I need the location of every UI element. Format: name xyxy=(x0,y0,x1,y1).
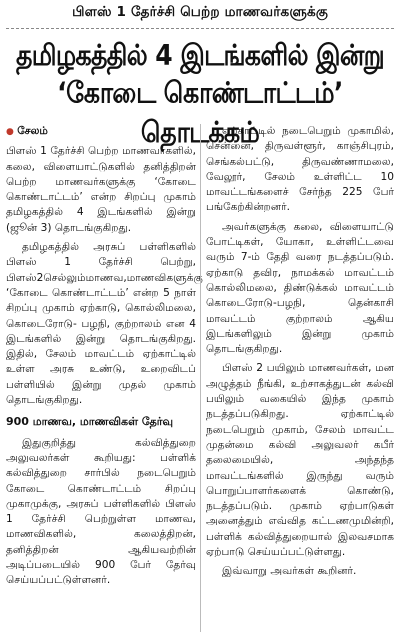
column-divider xyxy=(200,124,201,632)
dateline: சேலம் xyxy=(17,125,48,137)
paragraph-4: ஏற்காட்டில் நடைபெறும் முகாமில், சென்னை, திருவள்ளூர், காஞ்சிபுரம், செங்கல்பட்டு, திருவண்ணாமலை, வேலூர், சேலம் உள்ளிட்ட 10 மாவட்டங்களைச் சேர்ந்த 225 பேர் பங்கேற்கின்றனர். xyxy=(206,125,394,214)
kicker-rule xyxy=(6,28,394,29)
bullet-icon: ● xyxy=(6,127,14,137)
paragraph-3: இதுகுறித்து கல்வித்துறை அலுவலர்கள் கூறியது: பள்ளிக் கல்வித்துறை சார்பில் நடைபெறும் கோடை கொண்டாட்டம் சிறப்பு முகாமுக்கு, அரசுப் பள்ளிகளில் பிளஸ் 1 தேர்ச்சி பெற்றுள்ள மாணவ, மாணவிகளில், கலைத்திறன், தனித்திறன் ஆகியவற்றின் அடிப்படையில் 900 பேர் தேர்வு செய்யப்பட்டுள்ளனர். xyxy=(6,436,196,587)
paragraph-2: தமிழகத்தில் அரசுப் பள்ளிகளில் பிளஸ் 1 தேர்ச்சி பெற்று, பிளஸ்2செல்லும்மாணவ,மாணவிகளுக்கு ‘கோடை கொண்டாட்டம்’ என்ற 5 நாள் சிறப்பு முகாம் ஏற்காடு, கொல்லிமலை, கொடைரோடு- பழநி, குற்றாலம் என 4 இடங்களில் இன்று தொடங்குகிறது. இதில், சேலம் மாவட்டம் ஏற்காட்டில் உள்ள அரசு உண்டு, உறைவிடப் பள்ளியில் இன்று முதல் முகாம் தொடங்குகிறது. xyxy=(6,241,203,407)
paragraph-6: பிளஸ் 2 பயிலும் மாணவர்கள், மன அழுத்தம் நீங்கி, உற்சாகத்துடன் கல்வி பயிலும் வகையில் இந்த முகாம் நடத்தப்படுகிறது. ஏற்காட்டில் நடைபெறும் முகாம், சேலம் மாவட்ட முதன்மை கல்வி அலுவலர் கபீர் தலைமையில், அந்தந்த மாவட்டங்களில் இருந்து வரும் பொறுப்பாளர்களைக் கொண்டு, நடத்தப்படும். முகாம் ஏற்பாடுகள் அனைத்தும் எவ்வித கட்டணமுமின்றி, பள்ளிக் கல்வித்துறையால் இலவசமாக ஏற்பாடு செய்யப்பட்டுள்ளது. xyxy=(206,362,394,559)
kicker: பிளஸ் 1 தேர்ச்சி பெற்ற மாணவர்களுக்கு xyxy=(72,4,328,20)
left-column xyxy=(6,124,203,634)
dateline-row xyxy=(6,124,196,140)
headline-line-2: ‘கோடை கொண்டாட்டம்’ தொடக்கம் xyxy=(57,76,343,149)
subheading: 900 மாணவ, மாணவிகள் தேர்வு xyxy=(6,415,174,429)
paragraph-7: இவ்வாறு அவர்கள் கூறினர். xyxy=(222,565,357,578)
paragraph-1: பிளஸ் 1 தேர்ச்சி பெற்ற மாணவர்களில், கலை, விளையாட்டுகளில் தனித்திறன் பெற்ற மாணவர்களுக்கு ‘கோடை கொண்டாட்டம்’ என்ற சிறப்பு முகாம் தமிழகத்தில் 4 இடங்களில் இன்று (ஜூன் 3) தொடங்குகிறது. xyxy=(6,145,196,234)
right-column xyxy=(206,124,394,634)
headline-line-1: தமிழகத்தில் 4 இடங்களில் இன்று xyxy=(16,38,384,73)
paragraph-5: அவர்களுக்கு கலை, விளையாட்டு போட்டிகள், யோகா, உள்ளிட்டவை வரும் 7-ம் தேதி வரை நடத்தப்படும். ஏற்காடு தவிர, நாமக்கல் மாவட்டம் கொல்லிமலை, திண்டுக்கல் மாவட்டம் கொடைரோடு-பழநி, தென்காசி மாவட்டம் குற்றாலம் ஆகிய இடங்களிலும் இன்று முகாம் தொடங்குகிறது. xyxy=(206,220,394,356)
